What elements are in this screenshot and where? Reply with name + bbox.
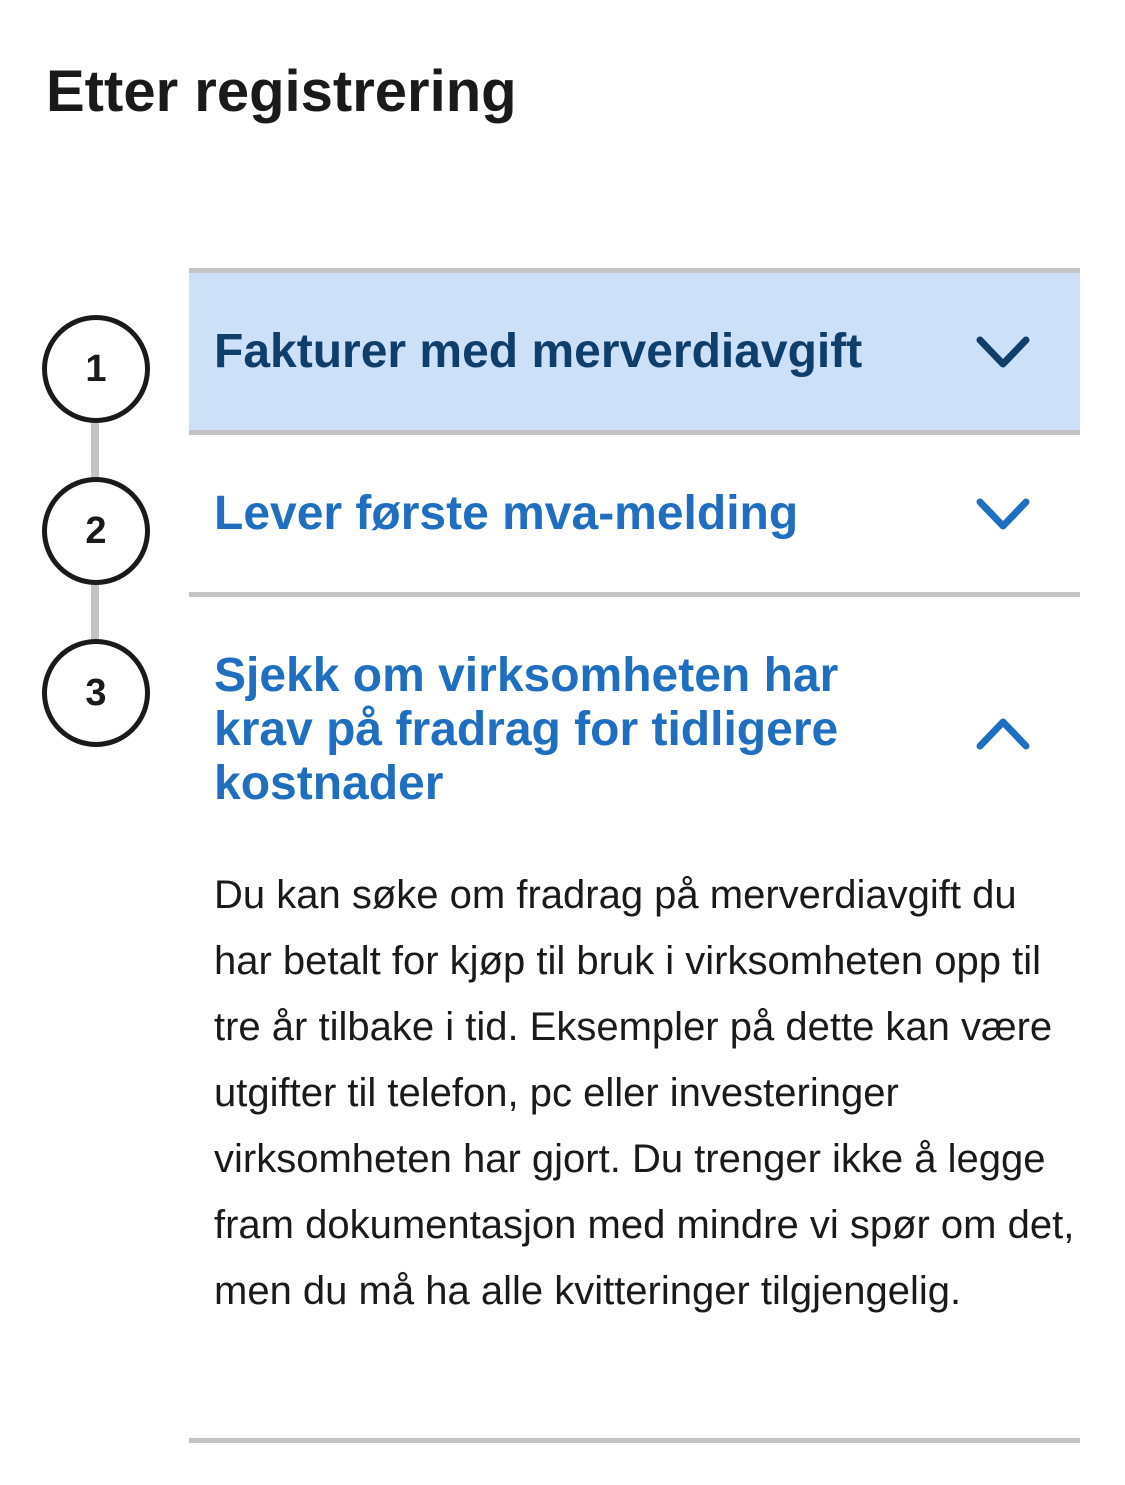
step-indicator-2: 2: [42, 477, 150, 585]
accordion-title: Fakturer med merverdiavgift: [214, 325, 863, 378]
step-connector: [91, 418, 99, 480]
accordion-body-text: Du kan søke om fradrag på merverdiavgift du har betalt for kjøp til bruk i virksomheten opp til tre år tilbake i tid. Eksempler på dette kan være utgifter til telefon, pc eller investeringer virksomheten har gjort. Du trenger ikke å legge fram dokumentasjon med mindre vi spør om det, men du må ha alle kvitteringer tilgjengelig.: [214, 873, 1075, 1313]
step-indicator-1: 1: [42, 315, 150, 423]
accordion-item-deduction-earlier-costs[interactable]: [189, 597, 1080, 827]
accordion-divider: [189, 1438, 1080, 1443]
accordion-item-invoice-vat[interactable]: [189, 273, 1080, 430]
chevron-down-icon: [975, 497, 1031, 533]
accordion-item-first-vat-return[interactable]: [189, 435, 1080, 592]
chevron-up-icon: [975, 715, 1031, 751]
page-title: Etter registrering: [46, 59, 517, 124]
step-connector: [91, 580, 99, 642]
accordion-title: Sjekk om virksomheten har krav på fradrag for tidligere kostnader: [214, 649, 839, 810]
step-indicator-3: 3: [42, 639, 150, 747]
accordion-title: Lever første mva-melding: [214, 487, 799, 540]
chevron-down-icon: [975, 335, 1031, 371]
